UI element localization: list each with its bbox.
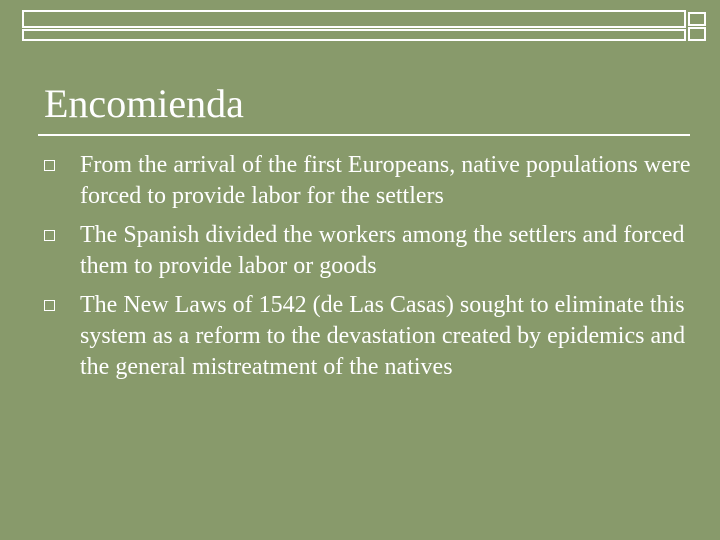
square-bullet-icon [44, 160, 55, 171]
square-bullet-icon [44, 300, 55, 311]
bullet-item [44, 290, 692, 383]
bullet-list [44, 150, 692, 391]
bullet-text: From the arrival of the first Europeans, native populations were forced to provide labor for the settlers [80, 152, 691, 209]
bullet-text: The New Laws of 1542 (de Las Casas) sought to eliminate this system as a reform to the devastation created by epidemics and the general mistreatment of the natives [80, 292, 686, 380]
header-decoration-square-bottom [688, 27, 706, 41]
title-divider [38, 134, 690, 136]
header-decoration-bar-bottom [22, 29, 686, 41]
header-decoration-bar-top [22, 10, 686, 28]
bullet-item [44, 220, 692, 282]
bullet-text: The Spanish divided the workers among the settlers and forced them to provide labor or goods [80, 222, 685, 279]
slide-title: Encomienda [44, 81, 244, 126]
square-bullet-icon [44, 230, 55, 241]
bullet-item [44, 150, 692, 212]
header-decoration-square-top [688, 12, 706, 26]
